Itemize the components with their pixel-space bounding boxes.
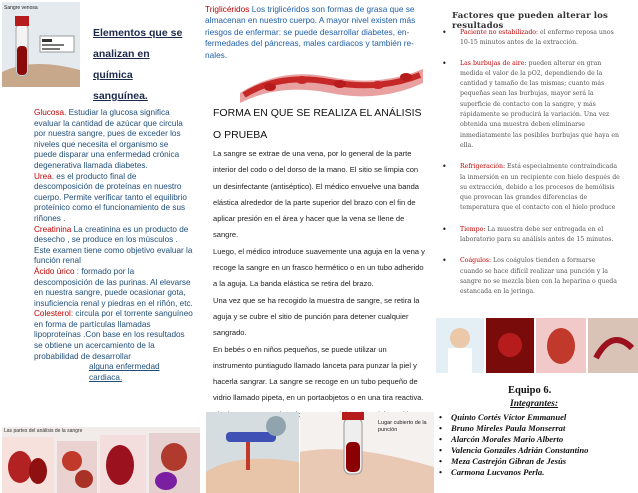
trigliceridos-term: Triglicéridos xyxy=(205,4,250,14)
procedure-heading-line: FORMA EN QUE SE REALIZA EL ANÁLISIS xyxy=(213,107,422,119)
analyte-urea: Urea. es el producto final de descomposición de proteínas en nuestro cuerpo. Permite verificar tanto el equilibrio proteínico como el funcionamiento de sus riñones . xyxy=(34,171,187,223)
factor-item: • Paciente no estabilizado: el enfermo reposa unos 10-15 minutos antes de la extracción. xyxy=(442,28,614,47)
left-title-line: Elementos que se xyxy=(93,27,183,39)
analyte-glucosa: Glucosa. Estudiar la glucosa significa evaluar la cantidad de azúcar que circula por nuestra sangre, pues de exceder los niveles que necesita el organismo se puede disparar una enfermedad crónica degenerativa llamada diabetes. xyxy=(34,108,183,170)
factor-item: • Las burbujas de aire: pueden alterar en gran medida el valor de la pO2, dependiendo de la cantidad y tamaño de las mismas; cuanto más pequeñas sean las burbujas, mayor será la superficie de contacto con la sangre, y más rápidamente se producirá la variación. Una vez obtenida una muestra deben eliminarse inmediatamente las posibles burbujas que haya en ella. xyxy=(442,58,619,149)
red-cells-illustration xyxy=(240,63,423,103)
left-title-line: sanguínea. xyxy=(93,90,148,102)
team-title: Equipo 6. xyxy=(508,385,552,396)
tube-label: Lugar cubierto de la punción xyxy=(378,420,427,433)
factors-list xyxy=(440,28,620,298)
factor-item: • Coágulos: Los coágulos tienden a formarse cuando se hace difícil realizar una punción y la sangre no se mezcla bien con la heparina o queda estancada en la jeringa. xyxy=(442,256,617,296)
procedure-heading xyxy=(213,104,438,144)
team-subtitle: Integrantes: xyxy=(510,399,559,409)
factor-item: • Refrigeración: Está especialmente contraindicada la inmersión en un recipiente con hielo después de su extracción, debido a los procesos de hemólisis que provocan las grandes diferencias de temperatura que el contacto con el hielo produce xyxy=(442,162,620,212)
factors-title: Factores que pueden alterar los resultados xyxy=(452,11,608,31)
left-title-line: química xyxy=(93,69,133,81)
analyte-tail: alguna enfermedad cardiaca. xyxy=(89,362,160,382)
blood-draw-photo xyxy=(206,412,299,493)
team-member: • Quinto Cortés Víctor Emmanuel xyxy=(439,412,567,422)
collage-caption: Las partes del análisis de la sangre xyxy=(4,428,83,434)
procedure-body: La sangre se extrae de una vena, por lo general de la parte interior del codo o del dorso de la mano. El sitio se limpia con un desinfectante (antiséptico). El médico envuelve una banda elástica alrededor de la parte superior del brazo con el fin de aplicar presión en el área y hacer que la vena se llene de sangre. Luego, el médico introduce suavemente una aguja en la vena y recoge la sangre en un frasco hermético o en un tubo adherido a la aguja. La banda elástica se retira del brazo. Una vez que se ha recogido la muestra de sangre, se retira la aguja y se cubre el sitio de punción para detener cualquier sangrado. En bebés o en niños pequeños, se puede utilizar un instrumento puntiagudo llamado lanceta para punzar la piel y hacerla sangrar. La sangre se recoge en un tubo pequeño de vidrio llamado pipeta, en un portaobjetos o en una tira reactiva. xyxy=(213,149,425,403)
lab-photo-strip xyxy=(436,318,638,373)
factor-item: • Tiempo: La muestra debe ser entregada en el laboratorio para su análisis antes de 15 minutos. xyxy=(442,224,614,244)
puncture-tube-photo xyxy=(300,412,434,493)
trigliceridos-text: Los triglicéridos son formas de grasa que se almacenan en nuestro cuerpo. A mayor nivel existen más riesgos de enfermar: se puede desarrollar diabetes, en-fermedades del páncreas, males cardiacos y también re-nales. xyxy=(205,4,416,60)
team-member: • Carmona Lucvanos Perla. xyxy=(439,467,545,477)
blood-tube-photo xyxy=(2,2,80,87)
team-member: • Meza Castrejón Gibran de Jesús xyxy=(439,456,567,466)
team-members xyxy=(438,412,638,478)
team-member: • Bruno Mireles Paula Monserrat xyxy=(439,423,566,433)
analyte-colesterol: Colesterol: circula por el torrente sanguíneo en forma de partículas llamadas lipoproteínas .Con base en los resultados se obtiene un acercamiento de la probabilidad de desarrollar xyxy=(34,309,193,361)
procedure-heading-line: O PRUEBA xyxy=(213,129,268,141)
left-title xyxy=(93,23,193,107)
team-member: • Alarcón Morales Mario Alberto xyxy=(439,434,564,444)
team-member: • Valencia Gonzáles Adrián Constantino xyxy=(439,445,589,455)
blood-analysis-collage xyxy=(2,427,200,493)
photo-caption: Sangre venosa xyxy=(4,5,38,11)
analytes-text xyxy=(34,108,193,383)
trigliceridos-paragraph xyxy=(205,4,435,61)
analyte-acido-urico: Ácido úrico : formado por la descomposición de las purinas. Al elevarse en nuestra sangre, puede ocasionar gota, insuficiencia renal y piedras en el riñón, etc. xyxy=(34,266,193,308)
left-title-line: analizan en xyxy=(93,48,150,60)
analyte-creatinina: Creatinina La creatinina es un producto de desecho , se produce en los músculos . Este examen tiene como objetivo evaluar la función renal xyxy=(34,224,193,266)
